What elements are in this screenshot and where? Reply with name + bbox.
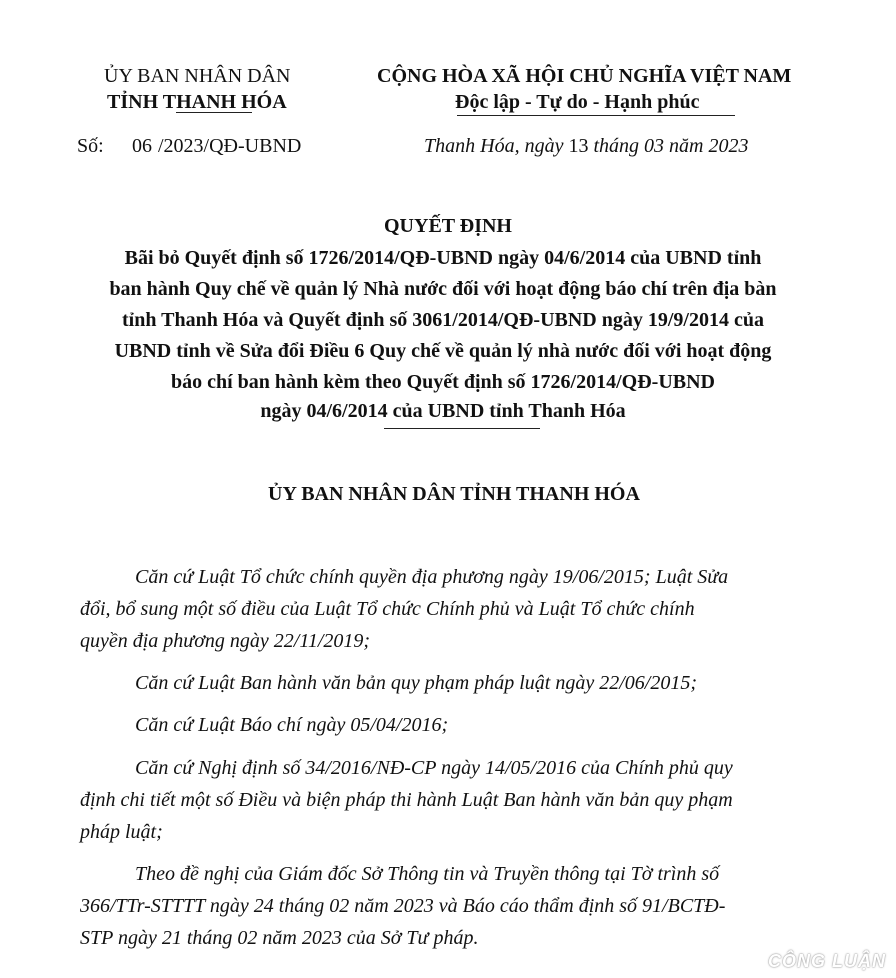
organization-name-line1: ỦY BAN NHÂN DÂN — [104, 65, 291, 87]
basis-paragraph-1-line: quyền địa phương ngày 22/11/2019; — [80, 630, 371, 652]
basis-paragraph-5-line: 366/TTr-STTTT ngày 24 tháng 02 năm 2023 và Báo cáo thẩm định số 91/BCTĐ- — [80, 895, 726, 917]
subject-line: tỉnh Thanh Hóa và Quyết định số 3061/2014/QĐ-UBND ngày 19/9/2014 của — [122, 309, 764, 331]
nation-title: CỘNG HÒA XÃ HỘI CHỦ NGHĨA VIỆT NAM — [377, 65, 792, 87]
place-date-prefix: Thanh Hóa, ngày — [424, 135, 564, 157]
basis-paragraph-5-line: Theo đề nghị của Giám đốc Sở Thông tin và Truyền thông tại Tờ trình số — [135, 863, 720, 885]
basis-paragraph-4-line: pháp luật; — [80, 821, 163, 843]
organization-name-line2: TỈNH THANH HÓA — [107, 91, 287, 113]
document-number-value: 06 — [132, 135, 152, 157]
subject-line: ban hành Quy chế về quản lý Nhà nước đối với hoạt động báo chí trên địa bàn — [109, 278, 777, 300]
document-number-label: Số: — [77, 135, 104, 157]
document-number — [77, 134, 301, 158]
basis-paragraph-2: Căn cứ Luật Ban hành văn bản quy phạm pháp luật ngày 22/06/2015; — [135, 672, 697, 694]
motto-underline — [457, 115, 735, 116]
date-day: 13 — [568, 135, 589, 157]
subject-line: báo chí ban hành kèm theo Quyết định số 1726/2014/QĐ-UBND — [171, 371, 715, 393]
subject-line: ngày 04/6/2014 của UBND tỉnh Thanh Hóa — [260, 400, 626, 422]
issuing-authority: ỦY BAN NHÂN DÂN TỈNH THANH HÓA — [268, 483, 640, 505]
document-title: QUYẾT ĐỊNH — [384, 215, 512, 237]
national-motto: Độc lập - Tự do - Hạnh phúc — [455, 91, 700, 113]
subject-line: Bãi bỏ Quyết định số 1726/2014/QĐ-UBND ngày 04/6/2014 của UBND tỉnh — [124, 247, 762, 269]
basis-paragraph-3: Căn cứ Luật Báo chí ngày 05/04/2016; — [135, 714, 449, 736]
basis-paragraph-5-line: STP ngày 21 tháng 02 năm 2023 của Sở Tư pháp. — [80, 927, 479, 949]
basis-paragraph-4-line: Căn cứ Nghị định số 34/2016/NĐ-CP ngày 14/05/2016 của Chính phủ quy — [135, 757, 733, 779]
organization-underline — [176, 112, 252, 113]
basis-paragraph-4-line: định chi tiết một số Điều và biện pháp thi hành Luật Ban hành văn bản quy phạm — [80, 789, 733, 811]
watermark-logo: CÔNG LUẬN — [768, 951, 886, 971]
place-date — [424, 134, 748, 158]
subject-underline — [384, 428, 540, 429]
subject-line: UBND tỉnh về Sửa đổi Điều 6 Quy chế về quản lý nhà nước đối với hoạt động — [114, 340, 772, 362]
document-number-suffix: /2023/QĐ-UBND — [158, 135, 302, 157]
basis-paragraph-1-line: đổi, bổ sung một số điều của Luật Tổ chức Chính phủ và Luật Tổ chức chính — [80, 598, 695, 620]
basis-paragraph-1-line: Căn cứ Luật Tổ chức chính quyền địa phương ngày 19/06/2015; Luật Sửa — [135, 566, 729, 588]
place-date-suffix: tháng 03 năm 2023 — [593, 135, 749, 157]
